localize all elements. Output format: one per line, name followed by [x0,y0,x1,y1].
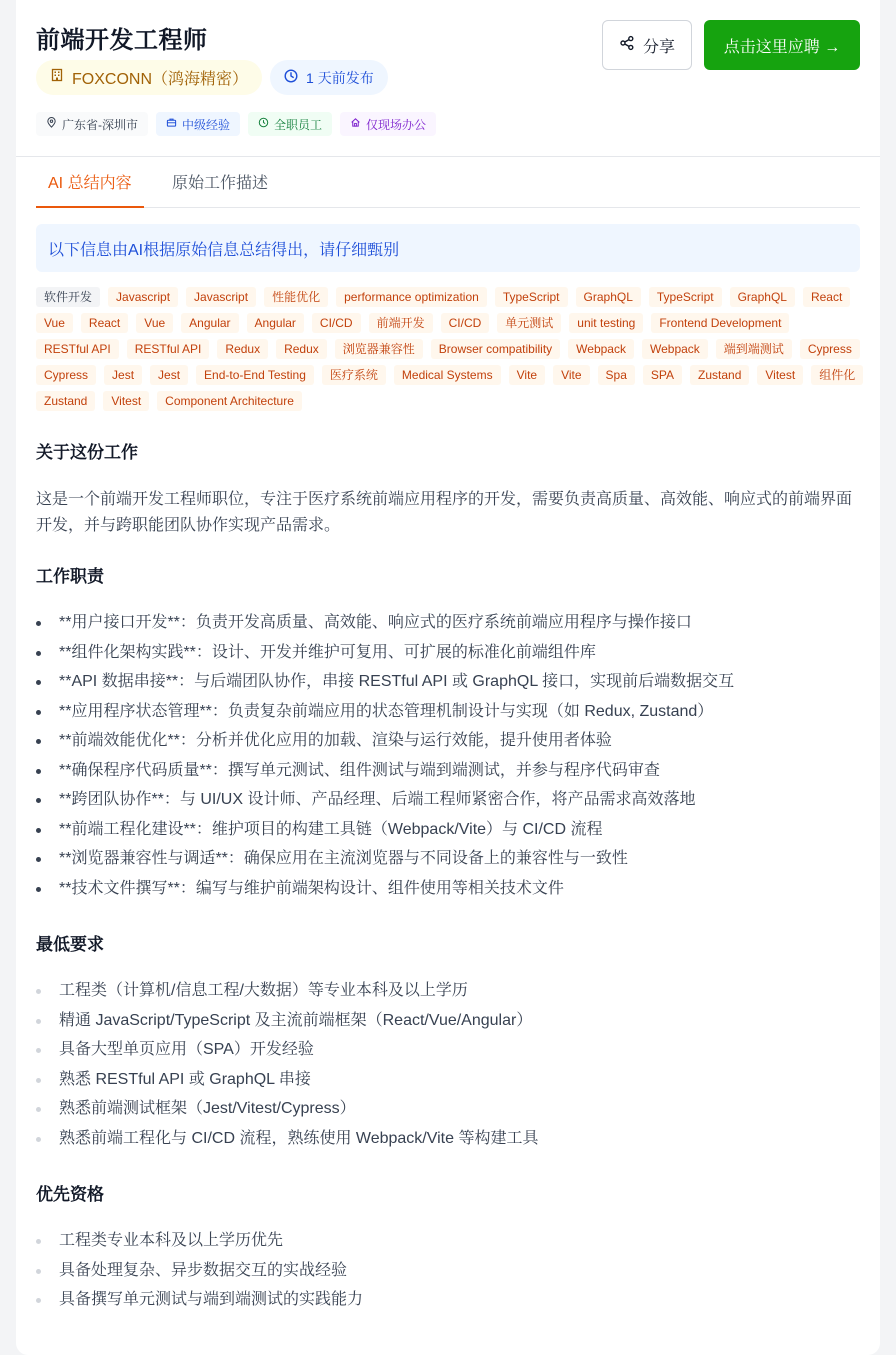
location-text: 广东省-深圳市 [62,117,138,132]
preferred-heading: 优先资格 [36,1185,104,1204]
share-icon [619,35,635,56]
skill-tag: End-to-End Testing [196,365,314,385]
employment-text: 全职员工 [274,117,323,132]
tab-original-description[interactable]: 原始工作描述 [172,175,269,192]
skill-tag: Spa [598,365,635,385]
job-title: 前端开发工程师 [36,27,208,54]
job-header [16,0,880,157]
list-item: **组件化架构实践**：设计、开发并维护可复用、可扩展的标准化前端组件库 [36,641,860,671]
ai-notice: 以下信息由AI根据原始信息总结得出，请仔细甄别 [36,224,860,272]
list-item: **API 数据串接**：与后端团队协作，串接 RESTful API 或 GraphQL 接口，实现前后端数据交互 [36,670,860,700]
skill-tag: 医疗系统 [322,365,386,385]
list-item: **前端效能优化**：分析并优化应用的加载、渲染与运行效能，提升使用者体验 [36,729,860,759]
posted-badge [270,60,388,95]
skill-tag: Redux [217,339,268,359]
skill-tag: Zustand [690,365,749,385]
skill-tag: RESTful API [127,339,210,359]
list-item: 精通 JavaScript/TypeScript 及主流前端框架（React/Vue/Angular） [36,1009,860,1039]
list-item: 熟悉前端工程化与 CI/CD 流程，熟练使用 Webpack/Vite 等构建工具 [36,1127,860,1157]
tab-ai-summary[interactable]: AI 总结内容 [36,170,144,208]
about-heading: 关于这份工作 [36,443,138,462]
skill-tag: 浏览器兼容性 [335,339,423,359]
list-item: **应用程序状态管理**：负责复杂前端应用的状态管理机制设计与实现（如 Redux, Zustand） [36,700,860,730]
home-icon [350,117,361,131]
skill-tag: RESTful API [36,339,119,359]
skill-tag: Cypress [800,339,860,359]
skill-tag: Jest [150,365,188,385]
skill-tag: Component Architecture [157,391,302,411]
skill-tag: Frontend Development [651,313,789,333]
experience-text: 中级经验 [182,117,231,132]
list-item: 工程类（计算机/信息工程/大数据）等专业本科及以上学历 [36,979,860,1009]
duties-heading: 工作职责 [36,567,104,586]
skill-tag: React [803,287,850,307]
requirements-section [36,930,860,1156]
skill-tag: 软件开发 [36,287,100,307]
employment-badge [248,112,332,136]
list-item: 具备大型单页应用（SPA）开发经验 [36,1038,860,1068]
about-section [36,438,860,539]
briefcase-icon [166,117,177,131]
skill-tag: GraphQL [730,287,795,307]
list-item: 熟悉 RESTful API 或 GraphQL 串接 [36,1068,860,1098]
skill-tag: Cypress [36,365,96,385]
skill-tag: performance optimization [336,287,487,307]
list-item: 具备撰写单元测试与端到端测试的实践能力 [36,1288,860,1318]
list-item: **确保程序代码质量**：撰写单元测试、组件测试与端到端测试，并参与程序代码审查 [36,759,860,789]
skill-tag: Javascript [186,287,256,307]
skill-tag: CI/CD [441,313,490,333]
workplace-text: 仅现场办公 [366,117,427,132]
skill-tag: unit testing [569,313,643,333]
skill-tag: Javascript [108,287,178,307]
clock-icon [284,69,298,86]
skill-tag: Redux [276,339,327,359]
skill-tag: 组件化 [811,365,863,385]
list-item: 具备处理复杂、异步数据交互的实战经验 [36,1259,860,1289]
map-pin-icon [46,117,57,131]
skill-tag: Medical Systems [394,365,501,385]
list-item: **跨团队协作**：与 UI/UX 设计师、产品经理、后端工程师紧密合作，将产品需求高效落地 [36,788,860,818]
skill-tag: TypeScript [649,287,722,307]
duties-list [36,611,860,906]
company-badge[interactable] [36,60,262,95]
location-badge [36,112,148,136]
skill-tags [36,287,866,411]
job-card [16,0,880,1355]
skill-tag: 性能优化 [264,287,328,307]
preferred-section [36,1180,860,1318]
skill-tag: Browser compatibility [431,339,560,359]
about-text: 这是一个前端开发工程师职位，专注于医疗系统前端应用程序的开发，需要负责高质量、高效能、响应式的前端界面开发，并与跨职能团队协作实现产品需求。 [36,491,853,534]
workplace-badge [340,112,436,136]
list-item: 熟悉前端测试框架（Jest/Vitest/Cypress） [36,1097,860,1127]
skill-tag: Jest [104,365,142,385]
skill-tag: SPA [643,365,682,385]
clock-small-icon [258,117,269,131]
skill-tag: Vitest [757,365,803,385]
job-meta [36,112,436,136]
skill-tag: GraphQL [576,287,641,307]
skill-tag: Vite [509,365,545,385]
apply-label: 点击这里应聘 → [723,38,841,56]
preferred-list [36,1229,860,1318]
building-icon [50,68,64,87]
skill-tag: Angular [181,313,238,333]
skill-tag: Webpack [642,339,708,359]
posted-time: 1 天前发布 [306,69,374,86]
share-button[interactable] [602,20,692,70]
skill-tag: 端到端测试 [716,339,792,359]
company-row [36,60,388,95]
skill-tag: Vitest [103,391,149,411]
list-item: 工程类专业本科及以上学历优先 [36,1229,860,1259]
list-item: **前端工程化建设**：维护项目的构建工具链（Webpack/Vite）与 CI/CD 流程 [36,818,860,848]
skill-tag: 前端开发 [369,313,433,333]
skill-tag: Zustand [36,391,95,411]
content-tabs [36,170,860,208]
experience-badge [156,112,240,136]
skill-tag: Angular [247,313,304,333]
requirements-heading: 最低要求 [36,935,104,954]
skill-tag: 单元测试 [497,313,561,333]
share-label: 分享 [642,38,675,56]
company-name: FOXCONN（鸿海精密） [72,71,249,88]
duties-section [36,562,860,906]
skill-tag: Webpack [568,339,634,359]
skill-tag: CI/CD [312,313,361,333]
apply-button[interactable] [704,20,860,70]
skill-tag: Vite [553,365,589,385]
requirements-list [36,979,860,1156]
list-item: **用户接口开发**：负责开发高质量、高效能、响应式的医疗系统前端应用程序与操作接口 [36,611,860,641]
skill-tag: Vue [136,313,173,333]
skill-tag: TypeScript [495,287,568,307]
list-item: **技术文件撰写**：编写与维护前端架构设计、组件使用等相关技术文件 [36,877,860,907]
skill-tag: React [81,313,128,333]
list-item: **浏览器兼容性与调适**：确保应用在主流浏览器与不同设备上的兼容性与一致性 [36,847,860,877]
skill-tag: Vue [36,313,73,333]
